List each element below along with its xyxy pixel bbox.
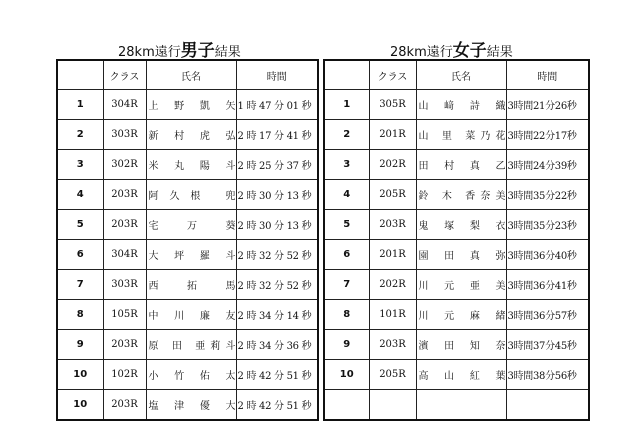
class-cell: 102R [103, 360, 146, 390]
name-header: 氏名 [146, 60, 236, 90]
time-cell: 2 時 34 分 14 秒 [236, 300, 318, 330]
rank-cell: 7 [57, 270, 103, 300]
name-cell: 宅 万 葵 [146, 210, 236, 240]
time-header: 時間 [236, 60, 318, 90]
time-cell: 3時間38分56秒 [506, 360, 589, 390]
table-row [57, 300, 318, 330]
class-header: クラス [103, 60, 146, 90]
name-header: 氏名 [416, 60, 506, 90]
rank-cell: 10 [57, 360, 103, 390]
table-row [324, 300, 589, 330]
time-cell: 3時間21分26秒 [506, 90, 589, 120]
time-cell: 3時間36分57秒 [506, 300, 589, 330]
name-cell: 濱 田 知 奈 [416, 330, 506, 360]
table-row [324, 240, 589, 270]
time-cell [506, 390, 589, 421]
table-row [57, 90, 318, 120]
time-cell: 3時間36分40秒 [506, 240, 589, 270]
rank-cell: 5 [57, 210, 103, 240]
class-cell: 202R [369, 150, 416, 180]
name-cell [416, 390, 506, 421]
class-cell: 202R [369, 270, 416, 300]
rank-cell: 7 [324, 270, 369, 300]
class-cell: 203R [103, 210, 146, 240]
table-row [57, 390, 318, 421]
time-cell: 2 時 30 分 13 秒 [236, 180, 318, 210]
women-title-prefix: 28km遠行 [390, 45, 453, 60]
rank-cell: 6 [324, 240, 369, 270]
name-cell: 川 元 亜 美 [416, 270, 506, 300]
time-header: 時間 [506, 60, 589, 90]
name-cell: 塩 津 優 大 [146, 390, 236, 421]
rank-cell: 4 [57, 180, 103, 210]
class-cell: 205R [369, 180, 416, 210]
rank-cell: 2 [57, 120, 103, 150]
name-cell: 西 拓 馬 [146, 270, 236, 300]
class-cell: 203R [103, 180, 146, 210]
name-cell: 山 﨑 詩 織 [416, 90, 506, 120]
time-cell: 2 時 42 分 51 秒 [236, 360, 318, 390]
time-cell: 2 時 17 分 41 秒 [236, 120, 318, 150]
time-cell: 2 時 32 分 52 秒 [236, 270, 318, 300]
table-row [324, 90, 589, 120]
class-cell: 304R [103, 90, 146, 120]
table-row [57, 150, 318, 180]
rank-cell: 10 [57, 390, 103, 421]
men-title-big: 男子 [180, 41, 215, 61]
rank-cell: 4 [324, 180, 369, 210]
header-row [324, 60, 589, 90]
rank-cell: 1 [57, 90, 103, 120]
rank-cell: 3 [324, 150, 369, 180]
time-cell: 2 時 32 分 52 秒 [236, 240, 318, 270]
table-row [324, 270, 589, 300]
rank-header [57, 60, 103, 90]
time-cell: 3時間37分45秒 [506, 330, 589, 360]
time-cell: 2 時 30 分 13 秒 [236, 210, 318, 240]
time-cell: 1 時 47 分 01 秒 [236, 90, 318, 120]
rank-cell: 8 [57, 300, 103, 330]
name-cell: 阿久根 兜 [146, 180, 236, 210]
table-row [57, 240, 318, 270]
name-cell: 田 村 真 乙 [416, 150, 506, 180]
name-cell: 高 山 紅 葉 [416, 360, 506, 390]
class-cell: 203R [369, 210, 416, 240]
table-row [324, 150, 589, 180]
class-cell: 303R [103, 270, 146, 300]
table-row [57, 360, 318, 390]
time-cell: 2 時 42 分 51 秒 [236, 390, 318, 421]
name-cell: 川 元 麻 緒 [416, 300, 506, 330]
name-cell: 上 野 凱 矢 [146, 90, 236, 120]
time-cell: 3時間35分23秒 [506, 210, 589, 240]
rank-header [324, 60, 369, 90]
rank-cell: 2 [324, 120, 369, 150]
class-cell: 101R [369, 300, 416, 330]
name-cell: 大 坪 羅 斗 [146, 240, 236, 270]
table-row [324, 360, 589, 390]
name-cell: 中 川 廉 友 [146, 300, 236, 330]
header-row [57, 60, 318, 90]
time-cell: 3時間36分41秒 [506, 270, 589, 300]
class-header: クラス [369, 60, 416, 90]
table-row [57, 180, 318, 210]
men-results-table [56, 59, 319, 421]
men-title-prefix: 28km遠行 [118, 45, 181, 60]
rank-cell: 5 [324, 210, 369, 240]
rank-cell: 3 [57, 150, 103, 180]
table-row [324, 120, 589, 150]
time-cell: 2 時 25 分 37 秒 [236, 150, 318, 180]
class-cell: 203R [103, 330, 146, 360]
name-cell: 原 田 亜莉斗 [146, 330, 236, 360]
table-row [57, 270, 318, 300]
name-cell: 山 里 菜乃花 [416, 120, 506, 150]
name-cell: 米 丸 陽 斗 [146, 150, 236, 180]
name-cell: 新 村 虎 弘 [146, 120, 236, 150]
time-cell: 3時間24分39秒 [506, 150, 589, 180]
rank-cell: 9 [57, 330, 103, 360]
class-cell: 203R [103, 390, 146, 421]
women-title-big: 女子 [452, 41, 487, 61]
table-row [324, 180, 589, 210]
name-cell: 小 竹 佑 太 [146, 360, 236, 390]
class-cell: 205R [369, 360, 416, 390]
table-row [57, 210, 318, 240]
rank-cell: 9 [324, 330, 369, 360]
class-cell: 201R [369, 240, 416, 270]
women-title-suffix: 結果 [486, 45, 513, 60]
rank-cell: 8 [324, 300, 369, 330]
time-cell: 3時間22分17秒 [506, 120, 589, 150]
name-cell: 鈴 木 香奈美 [416, 180, 506, 210]
rank-cell [324, 390, 369, 421]
class-cell [369, 390, 416, 421]
table-row [324, 330, 589, 360]
rank-cell: 10 [324, 360, 369, 390]
class-cell: 303R [103, 120, 146, 150]
rank-cell: 1 [324, 90, 369, 120]
class-cell: 302R [103, 150, 146, 180]
women-results-title [390, 36, 513, 61]
class-cell: 304R [103, 240, 146, 270]
men-title-suffix: 結果 [214, 45, 241, 60]
class-cell: 201R [369, 120, 416, 150]
time-cell: 3時間35分22秒 [506, 180, 589, 210]
table-row [57, 330, 318, 360]
men-results-title [118, 36, 241, 61]
table-row [324, 390, 589, 421]
women-results-table [323, 59, 590, 421]
class-cell: 203R [369, 330, 416, 360]
name-cell: 園 田 真 弥 [416, 240, 506, 270]
rank-cell: 6 [57, 240, 103, 270]
time-cell: 2 時 34 分 36 秒 [236, 330, 318, 360]
name-cell: 鬼 塚 梨 衣 [416, 210, 506, 240]
class-cell: 105R [103, 300, 146, 330]
class-cell: 305R [369, 90, 416, 120]
table-row [57, 120, 318, 150]
table-row [324, 210, 589, 240]
